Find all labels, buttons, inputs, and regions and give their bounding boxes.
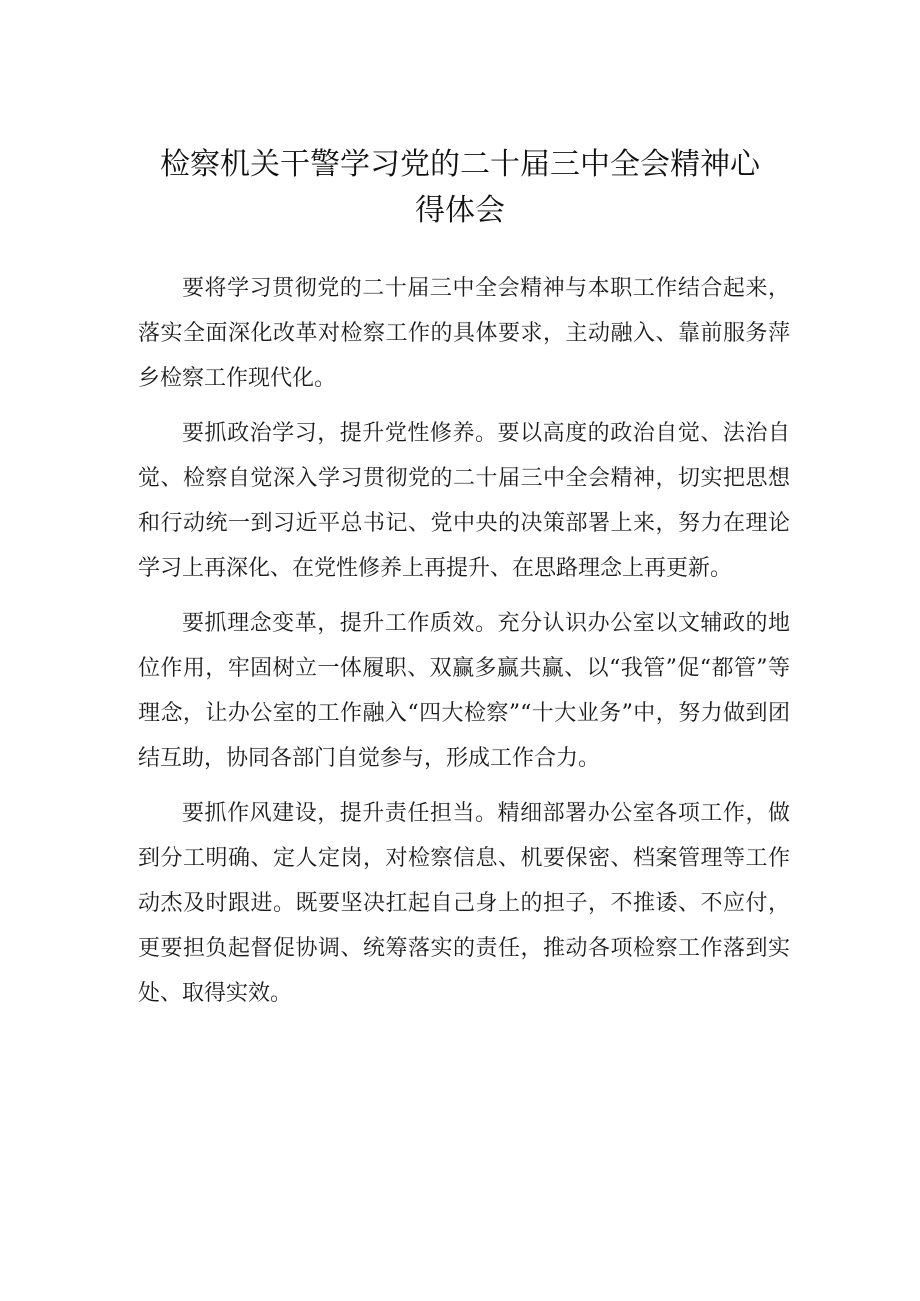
paragraph-political-study: 要抓政治学习，提升党性修养。要以高度的政治自觉、法治自觉、检察自觉深入学习贯彻党的二十届三中全会精神，切实把思想和行动统一到习近平总书记、党中央的决策部署上来，努力在理论学习上再深化、在党性修养上再提升、在思路理念上再更新。 <box>138 421 790 581</box>
title-line-1: 检察机关干警学习党的二十届三中全会精神心 <box>160 147 760 182</box>
document-body <box>138 266 790 1026</box>
paragraph-concept-reform: 要抓理念变革，提升工作质效。充分认识办公室以文辅政的地位作用，牢固树立一体履职、双赢多赢共赢、以“我管”促“都管”等理念，让办公室的工作融入“四大检察”“十大业务”中，努力做到团结互助，协同各部门自觉参与，形成工作合力。 <box>138 611 790 771</box>
title-line-2: 得体会 <box>415 193 505 228</box>
document-title <box>140 142 780 234</box>
paragraph-intro: 要将学习贯彻党的二十届三中全会精神与本职工作结合起来，落实全面深化改革对检察工作的具体要求，主动融入、靠前服务萍乡检察工作现代化。 <box>138 276 790 391</box>
paragraph-work-style: 要抓作风建设，提升责任担当。精细部署办公室各项工作，做到分工明确、定人定岗，对检察信息、机要保密、档案管理等工作动杰及时跟进。既要坚决扛起自己身上的担子，不推诿、不应付，更要担负起督促协调、统筹落实的责任，推动各项检察工作落到实处、取得实效。 <box>138 801 790 1006</box>
